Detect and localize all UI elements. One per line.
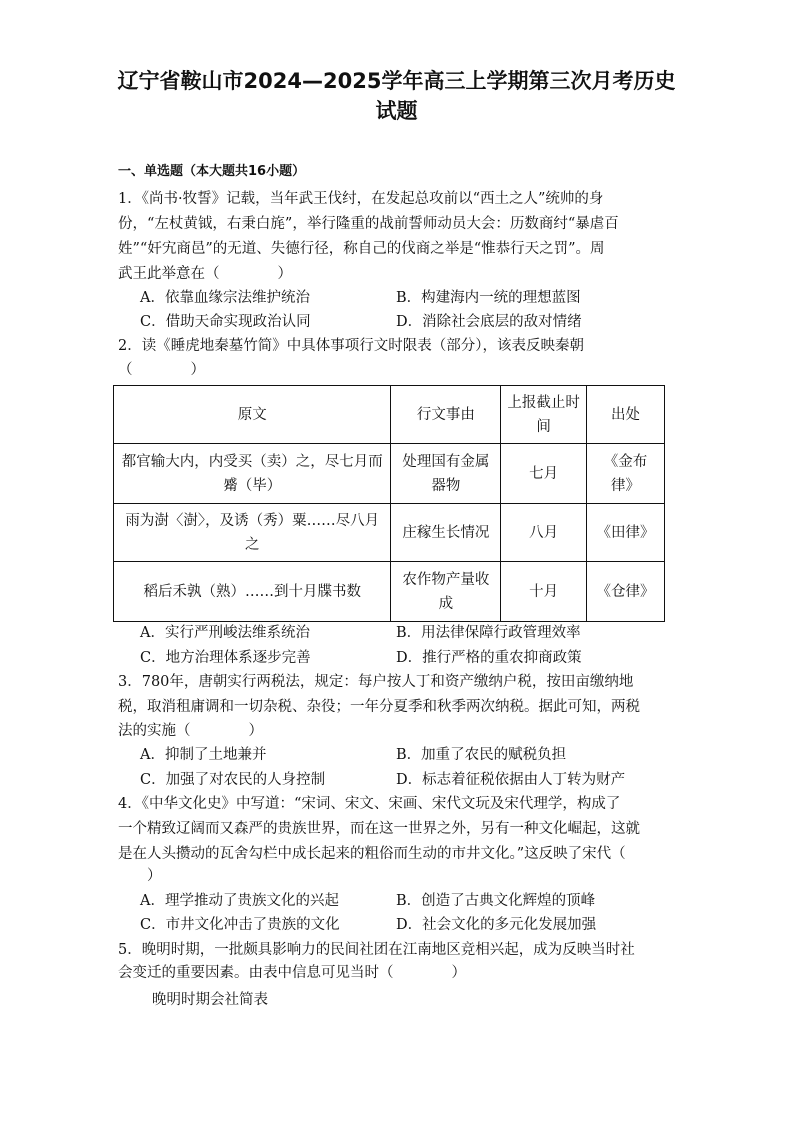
q1-option-a: A．依靠血缘宗法维护统治	[140, 290, 310, 306]
table-cell: 处理国有金属器物	[391, 444, 501, 504]
q4-stem-line: 4．《中华文化史》中写道：“宋词、宋文、宋画、宋代文玩及宋代理学，构成了	[118, 796, 621, 812]
q2-option-a: A．实行严刑峻法维系统治	[140, 625, 310, 641]
table-cell: 《金布律》	[587, 444, 665, 504]
q4-stem-line: 是在人头攒动的瓦舍勾栏中成长起来的粗俗而生动的市井文化。”这反映了宋代（	[118, 846, 626, 862]
q4-option-a: A．理学推动了贵族文化的兴起	[140, 893, 339, 909]
q3-option-d: D．标志着征税依据由人丁转为财产	[396, 772, 626, 788]
q4-option-c: C．市井文化冲击了贵族的文化	[140, 917, 340, 933]
q2-option-d: D．推行严格的重农抑商政策	[396, 650, 582, 666]
table-cell: 《仓律》	[587, 562, 665, 622]
q3-stem-line: 3．780年，唐朝实行两税法，规定：每户按人丁和资产缴纳户税，按田亩缴纳地	[118, 674, 634, 690]
q3-option-a: A．抑制了土地兼并	[140, 747, 267, 763]
table-header-cell: 行文事由	[391, 386, 501, 444]
table-header-cell: 出处	[587, 386, 665, 444]
table-header-cell: 原文	[114, 386, 391, 444]
table-cell: 庄稼生长情况	[391, 504, 501, 562]
table-cell: 十月	[501, 562, 587, 622]
exam-title-line-1: 辽宁省鞍山市2024—2025学年高三上学期第三次月考历史	[117, 69, 676, 93]
table-header-row	[114, 386, 665, 444]
q4-stem-line: ）	[118, 868, 162, 884]
q5-stem-line: 会变迁的重要因素。由表中信息可见当时（ ）	[118, 965, 466, 981]
q1-stem-line: 1．《尚书·牧誓》记载，当年武王伐纣，在发起总攻前以“西土之人”统帅的身	[118, 191, 604, 207]
table-row	[114, 562, 665, 622]
exam-title-line-2: 试题	[375, 99, 418, 123]
q2-option-c: C．地方治理体系逐步完善	[140, 650, 311, 666]
q3-option-c: C．加强了对农民的人身控制	[140, 772, 326, 788]
q1-option-b: B．构建海内一统的理想蓝图	[396, 290, 581, 306]
q3-option-b: B．加重了农民的赋税负担	[396, 747, 567, 763]
q3-stem-line: 税，取消租庸调和一切杂税、杂役；一年分夏季和秋季两次纳税。据此可知，两税	[118, 699, 640, 715]
section-heading: 一、单选题（本大题共16小题）	[118, 164, 306, 179]
table-row	[114, 504, 665, 562]
q3-stem-line: 法的实施（ ）	[118, 723, 263, 739]
q1-option-c: C．借助天命实现政治认同	[140, 314, 311, 330]
table-cell: 《田律》	[587, 504, 665, 562]
table-header-cell: 上报截止时间	[501, 386, 587, 444]
q1-stem-line: 姓”“奸宄商邑”的无道、失德行径，称自己的伐商之举是“惟恭行天之罚”。周	[118, 241, 605, 257]
table-cell: 稻后禾孰（熟）……到十月牒书数	[114, 562, 391, 622]
table-cell: 八月	[501, 504, 587, 562]
table-cell: 农作物产量收成	[391, 562, 501, 622]
q1-option-d: D．消除社会底层的敌对情绪	[396, 314, 582, 330]
table-cell: 都官输大内，内受买（卖）之，尽七月而觱（毕）	[114, 444, 391, 504]
q2-table	[113, 385, 665, 622]
q5-stem-line: 5．晚明时期，一批颇具影响力的民间社团在江南地区竞相兴起，成为反映当时社	[118, 942, 635, 958]
table-cell: 七月	[501, 444, 587, 504]
table-cell: 雨为澍〈澍〉，及诱（秀）粟……尽八月之	[114, 504, 391, 562]
q1-stem-line: 武王此举意在（ ）	[118, 266, 292, 282]
q4-stem-line: 一个精致辽阔而又森严的贵族世界，而在这一世界之外，另有一种文化崛起，这就	[118, 821, 640, 837]
q4-option-d: D．社会文化的多元化发展加强	[396, 917, 597, 933]
q1-stem-line: 份，“左杖黄钺，右秉白旄”，举行隆重的战前誓师动员大会：历数商纣“暴虐百	[118, 216, 619, 232]
q2-stem-line: 2．读《睡虎地秦墓竹简》中具体事项行文时限表（部分），该表反映秦朝	[118, 338, 584, 354]
table-row	[114, 444, 665, 504]
q2-stem-line: （ ）	[118, 362, 205, 378]
q2-option-b: B．用法律保障行政管理效率	[396, 625, 581, 641]
q4-option-b: B．创造了古典文化辉煌的顶峰	[396, 893, 596, 909]
q5-table-caption: 晚明时期会社简表	[152, 992, 268, 1008]
